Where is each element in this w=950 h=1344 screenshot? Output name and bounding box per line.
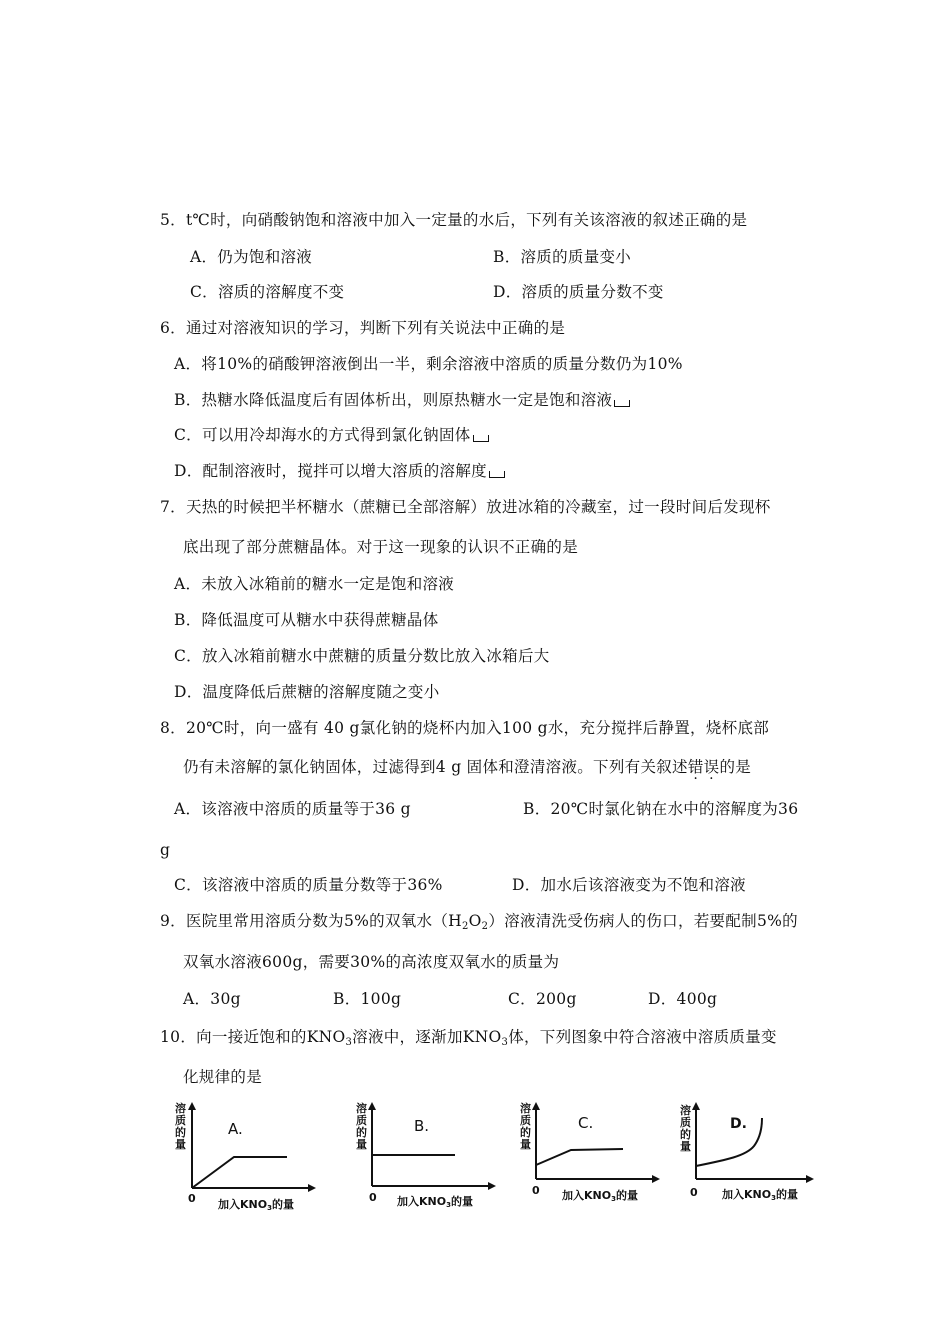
graph-a-ylabel: 量 [175,1138,186,1151]
q6-option-d-text: D．配制溶液时，搅拌可以增大溶质的溶解度 [174,462,487,480]
graph-a-ylabel: 质 [175,1114,186,1127]
graph-a [170,1100,330,1210]
graph-a-ylabel: 溶 [175,1102,186,1115]
q9-option-a: A．30g [183,990,241,1008]
arrow-icon [806,1175,814,1183]
graph-c [516,1100,676,1210]
q10-stem-text: 10．向一接近饱和的KNO [160,1028,346,1046]
q10-stem-line1 [160,1027,777,1053]
graph-b-origin: 0 [369,1191,377,1204]
q5-option-d: D．溶质的质量分数不变 [493,283,664,301]
q7-stem-line1: 7．天热的时候把半杯糖水（蔗糖已全部溶解）放进冰箱的冷藏室，过一段时间后发现杯 [160,498,771,516]
graph-b-xlabel: 加入KNO3的量 [397,1195,473,1209]
arrow-icon [308,1184,316,1192]
q5-stem: 5．t℃时，向硝酸钠饱和溶液中加入一定量的水后，下列有关该溶液的叙述正确的是 [160,211,748,229]
graph-c-xlabel: 加入KNO3的量 [562,1189,638,1203]
q5-option-a: A．仍为饱和溶液 [190,248,313,266]
graph-d-origin: 0 [690,1186,698,1199]
q9-stem-text: O [468,912,482,930]
graph-c-ylabel: 溶 [520,1102,531,1115]
graph-d-ylabel: 质 [680,1116,691,1129]
graph-c-origin: 0 [532,1184,540,1197]
emphasis-char: 误 [703,758,720,776]
q7-option-c: C．放入冰箱前糖水中蔗糖的质量分数比放入冰箱后大 [174,647,550,665]
graph-a-origin: 0 [188,1192,196,1205]
q5-option-c: C．溶质的溶解度不变 [190,283,345,301]
graph-d-ylabel: 的 [680,1128,691,1141]
graph-c-ylabel: 的 [520,1126,531,1139]
q10-stem-line2: 化规律的是 [183,1068,263,1086]
q6-option-b-text: B．热糖水降低温度后有固体析出，则原热糖水一定是饱和溶液 [174,391,613,409]
q6-option-b [174,390,630,410]
graph-c-label: C. [578,1114,594,1132]
graph-a-curve [192,1157,287,1188]
q6-option-c-text: C．可以用冷却海水的方式得到氯化钠固体 [174,426,471,444]
emphasis-char: 错 [687,758,704,776]
q9-stem-line2: 双氧水溶液600g，需要30%的高浓度双氧水的质量为 [183,953,560,971]
q9-option-c: C．200g [508,990,577,1008]
q8-option-a: A．该溶液中溶质的质量等于36 g [174,800,411,818]
graph-d-xlabel: 加入KNO3的量 [722,1188,798,1202]
editor-mark-icon [614,400,630,407]
editor-mark-icon [489,471,505,478]
q7-option-b: B．降低温度可从糖水中获得蔗糖晶体 [174,611,439,629]
q7-option-d: D．温度降低后蔗糖的溶解度随之变小 [174,683,440,701]
graph-b-ylabel: 溶 [356,1102,367,1115]
q8-stem-line2 [183,757,751,777]
graph-b-ylabel: 的 [356,1126,367,1139]
q8-stem-line2-end: 的是 [719,758,752,776]
graph-b-label: B. [414,1117,430,1135]
q6-option-a: A．将10%的硝酸钾溶液倒出一半，剩余溶液中溶质的质量分数仍为10% [174,355,683,373]
graph-d-label: D. [730,1116,747,1132]
subscript: 2 [481,921,489,932]
q9-stem-line1 [160,911,798,937]
q10-stem-text: 溶液中，逐渐加KNO [352,1028,502,1046]
q9-option-d: D．400g [648,990,718,1008]
q9-stem-text: ）溶液清洗受伤病人的伤口，若要配制5%的 [488,912,798,930]
q7-option-a: A．未放入冰箱前的糖水一定是饱和溶液 [174,575,455,593]
q7-stem-line2: 底出现了部分蔗糖晶体。对于这一现象的认识不正确的是 [183,538,579,556]
graph-a-xlabel: 加入KNO3的量 [218,1198,294,1212]
graph-b [352,1100,512,1210]
q6-option-c [174,425,489,445]
graph-c-ylabel: 量 [520,1138,531,1151]
q8-option-b: B．20℃时氯化钠在水中的溶解度为36 [523,800,799,818]
arrow-icon [368,1102,376,1110]
graph-d-curve [696,1118,762,1166]
q6-option-d [174,461,505,481]
q8-option-d: D．加水后该溶液变为不饱和溶液 [512,876,746,894]
arrow-icon [692,1102,700,1110]
graph-a-label: A. [228,1120,243,1138]
arrow-icon [188,1102,196,1110]
graph-d-ylabel: 溶 [680,1104,691,1117]
q8-option-c: C．该溶液中溶质的质量分数等于36% [174,876,443,894]
graph-c-curve [536,1149,623,1165]
q8-stem-line2-text: 仍有未溶解的氯化钠固体，过滤得到4 g 固体和澄清溶液。下列有关叙述 [183,758,688,776]
q5-option-b: B．溶质的质量变小 [493,248,632,266]
subscript: 3 [345,1037,353,1048]
graph-d [676,1100,836,1210]
arrow-icon [532,1102,540,1110]
subscript: 2 [461,921,469,932]
q6-stem: 6．通过对溶液知识的学习，判断下列有关说法中正确的是 [160,319,566,337]
q8-option-b-wrap: g [160,841,171,859]
arrow-icon [652,1175,660,1183]
graph-b-ylabel: 质 [356,1114,367,1127]
graph-d-ylabel: 量 [680,1140,691,1153]
q9-option-b: B．100g [333,990,402,1008]
graph-a-ylabel: 的 [175,1126,186,1139]
arrow-icon [488,1182,496,1190]
q8-stem-line1: 8．20℃时，向一盛有 40 g氯化钠的烧杯内加入100 g水，充分搅拌后静置，烧杯底部 [160,719,770,737]
graph-c-ylabel: 质 [520,1114,531,1127]
subscript: 3 [501,1037,509,1048]
editor-mark-icon [473,435,489,442]
graph-b-ylabel: 量 [356,1138,367,1151]
q10-stem-text: 体，下列图象中符合溶液中溶质质量变 [508,1028,777,1046]
q9-stem-text: 9．医院里常用溶质分数为5%的双氧水（H [160,912,462,930]
